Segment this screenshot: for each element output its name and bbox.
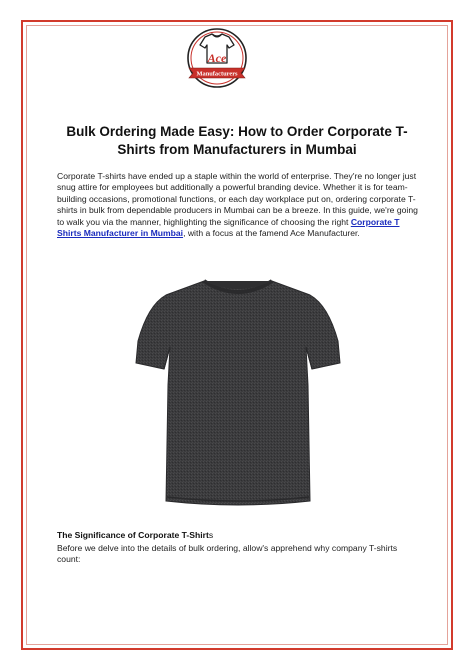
article-title: Bulk Ordering Made Easy: How to Order Corporate T-Shirts from Manufacturers in Mumbai <box>66 124 408 157</box>
manufacturer-link[interactable]: Corporate T Shirts Manufacturer in Mumbai <box>57 216 400 239</box>
section-paragraph: Before we delve into the details of bulk ordering, allow's apprehend why company T-shirts count: <box>57 543 398 565</box>
logo-ribbon-text: Manufacturers <box>196 70 238 78</box>
section-heading-bold: The Significance of Corporate T-Shirt <box>57 530 209 540</box>
section-heading <box>57 530 213 540</box>
logo-brand-text: Ace <box>207 51 227 65</box>
intro-paragraph <box>57 171 419 239</box>
tshirt-photo <box>134 275 342 511</box>
ace-manufacturers-logo <box>184 27 250 89</box>
section-heading-tail: s <box>208 530 214 540</box>
intro-text-after-link: , with a focus at the famend Ace Manufacturer. <box>183 228 360 239</box>
intro-text-before-link: Corporate T-shirts have ended up a staple within the world of enterprise. They're no longer just snug attire for employees but additionally a powerful branding device. Whether it is for team-building occasions, promotional functions, or each day workplace put on, ordering corporate T-shirts in bulk from dependable producers in Mumbai can be a breeze. In this guide, we're going to walk you via the manner, highlighting the significance of choosing the right <box>57 171 418 227</box>
